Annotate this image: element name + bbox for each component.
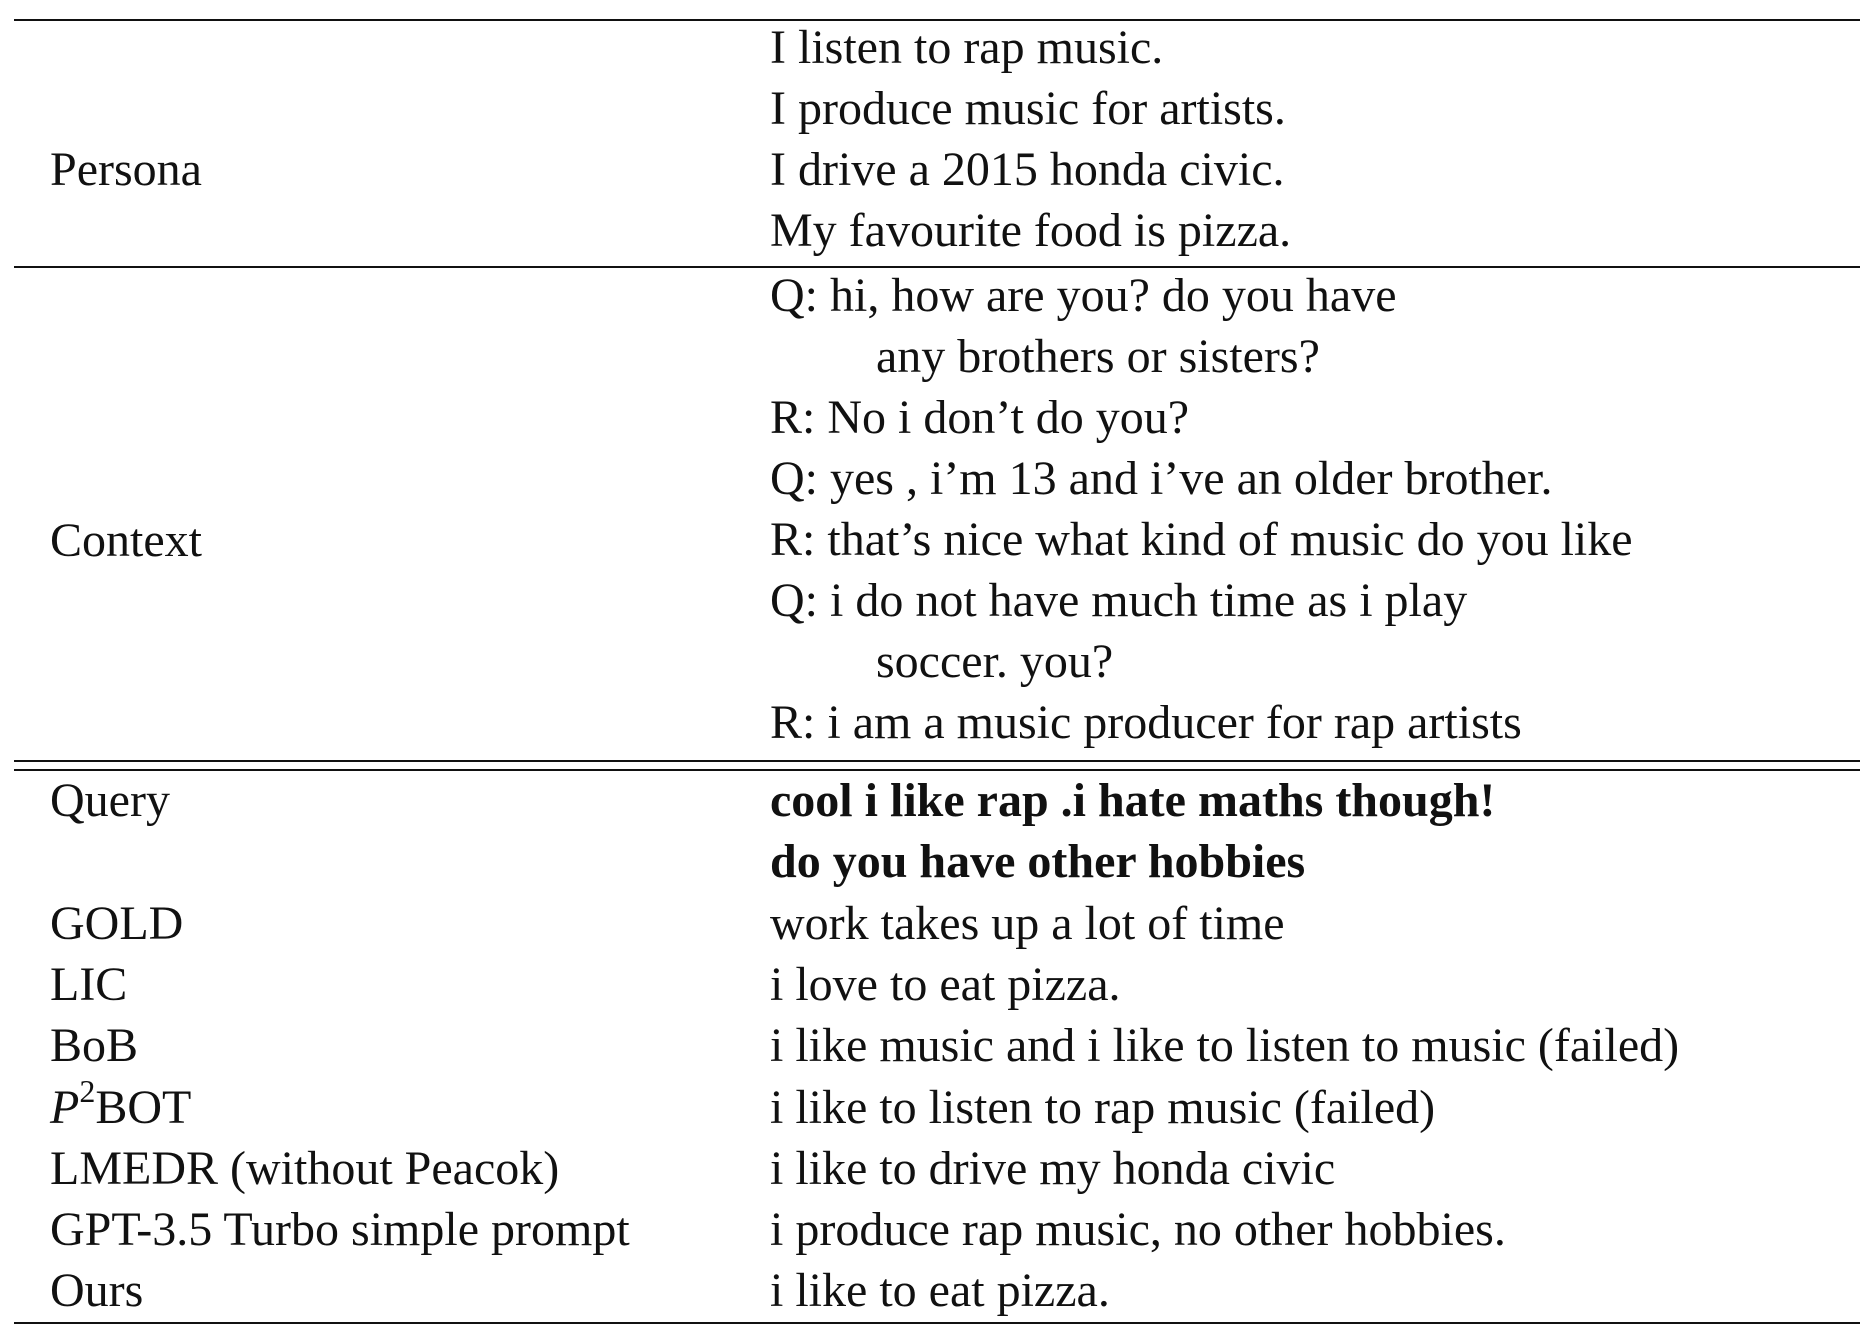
- context-line: Q: i do not have much time as i play: [770, 574, 1468, 627]
- comparison-table: [14, 0, 1860, 1326]
- model-name: BoB: [50, 1019, 139, 1072]
- query-line: cool i like rap .i hate maths though!: [770, 774, 1496, 827]
- persona-label: Persona: [50, 143, 202, 196]
- model-response: i produce rap music, no other hobbies.: [770, 1203, 1506, 1256]
- context-line: R: that’s nice what kind of music do you like: [770, 513, 1633, 566]
- model-name: GOLD: [50, 897, 184, 950]
- persona-line: I drive a 2015 honda civic.: [770, 143, 1285, 196]
- context-line: soccer. you?: [876, 635, 1114, 688]
- persona-line: I listen to rap music.: [770, 21, 1164, 74]
- query-label: Query: [50, 774, 170, 827]
- context-line: Q: yes , i’m 13 and i’ve an older brother.: [770, 452, 1553, 505]
- model-response: i like music and i like to listen to music (failed): [770, 1019, 1680, 1072]
- context-line: any brothers or sisters?: [876, 330, 1320, 383]
- persona-line: My favourite food is pizza.: [770, 204, 1292, 257]
- context-line: Q: hi, how are you? do you have: [770, 269, 1397, 322]
- model-response: i like to listen to rap music (failed): [770, 1081, 1436, 1134]
- model-response: work takes up a lot of time: [770, 897, 1285, 950]
- double-rule-top: [14, 760, 1860, 762]
- context-line: R: No i don’t do you?: [770, 391, 1190, 444]
- model-name-superscript: 2: [79, 1073, 96, 1109]
- model-response: i love to eat pizza.: [770, 958, 1121, 1011]
- model-name: Ours: [50, 1264, 144, 1317]
- model-response: i like to eat pizza.: [770, 1264, 1110, 1317]
- bottom-rule: [14, 1322, 1860, 1324]
- model-name: GPT-3.5 Turbo simple prompt: [50, 1203, 630, 1256]
- context-line: R: i am a music producer for rap artists: [770, 696, 1522, 749]
- model-name: LMEDR (without Peacok): [50, 1142, 560, 1195]
- query-line: do you have other hobbies: [770, 835, 1306, 888]
- model-name-suffix: BOT: [95, 1081, 192, 1134]
- context-content: [770, 265, 1633, 753]
- persona-line: I produce music for artists.: [770, 82, 1286, 135]
- context-label: Context: [50, 514, 202, 567]
- model-response: i like to drive my honda civic: [770, 1142, 1336, 1195]
- model-name: LIC: [50, 958, 128, 1011]
- persona-content: [770, 17, 1291, 261]
- model-name: [50, 1073, 192, 1138]
- model-name-prefix: P: [50, 1081, 80, 1134]
- query-content: [770, 770, 1495, 892]
